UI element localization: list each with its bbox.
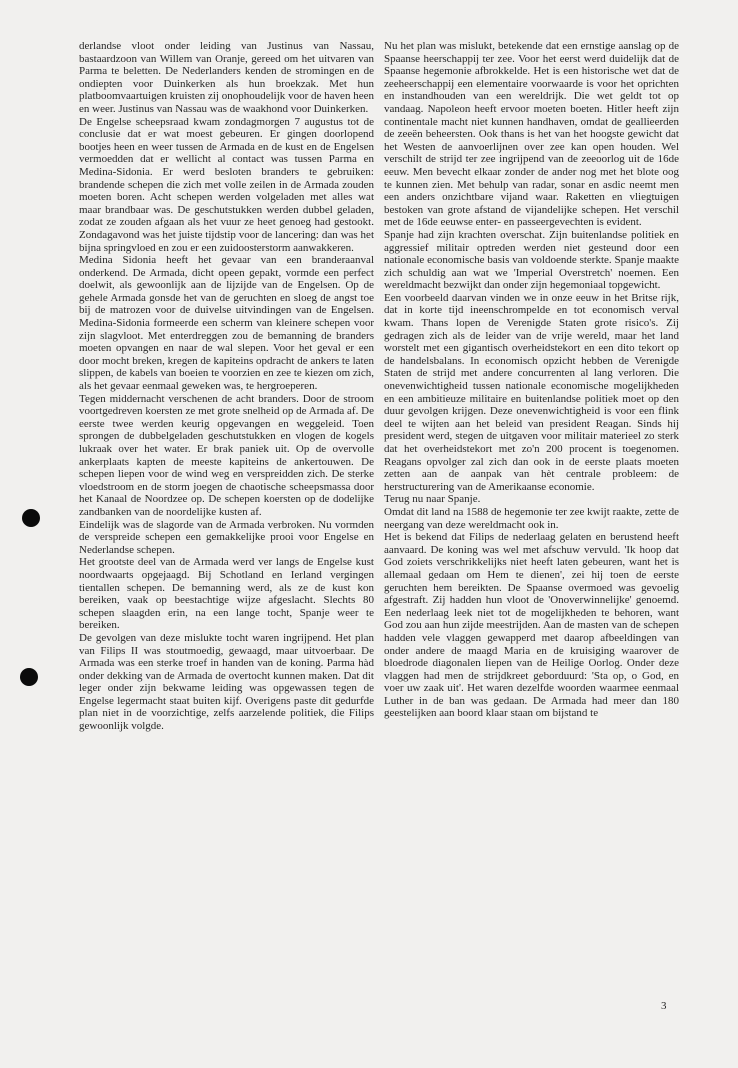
left-column — [79, 40, 374, 733]
right-column — [384, 40, 679, 720]
paragraph: De Engelse scheepsraad kwam zondagmorgen 7 augustus tot de conclusie dat er wat moest gebeuren. Er gingen doorlopend bootjes heen en weer tussen de Armada en de kust en de Engelsen vermoedden dat er wellicht al contact was tussen Parma en Medina-Sidonia. Er werd besloten branders te gebruiken: brandende schepen die zich met volle zeilen in de Armada zouden moeten boren. Acht schepen werden volgeladen met alles wat maar brandbaar was. De geschutstukken werden dubbel geladen, zodat ze zouden afgaan als het vuur ze heet genoeg had gestookt. Zondagavond was het juiste tijdstip voor de lancering: dan was het bijna springvloed en zou er een zuidoosterstorm aanwakkeren. — [79, 115, 374, 254]
paragraph: Spanje had zijn krachten overschat. Zijn buitenlandse politiek en aggressief militair optreden werden niet gesteund door een nationale economische basis van voldoende sterkte. Spanje maakte zich schuldig aan wat we 'Imperial Overstretch' noemen. Een wereldmacht bezwijkt dan onder zijn hegemoniaal topgewicht. — [384, 228, 679, 292]
paragraph: De gevolgen van deze mislukte tocht waren ingrijpend. Het plan van Filips II was stoutmoedig, gewaagd, maar uitvoerbaar. De Armada was een sterke troef in handen van de koning. Parma hàd onder dekking van de Armada de overtocht kunnen maken. Dat dit leger onder zijn bekwame leiding was opgewassen tegen de Engelse legermacht staat buiten kijf. Overigens paste dit gedurfde plan niet in de voorzichtige, zelfs aarzelende politiek, die Filips gewoonlijk volgde. — [79, 631, 374, 733]
paragraph: Omdat dit land na 1588 de hegemonie ter zee kwijt raakte, zette de neergang van deze wereldmacht ook in. — [384, 505, 679, 531]
paragraph: Het grootste deel van de Armada werd ver langs de Engelse kust noordwaarts opgejaagd. Bij Schotland en Ierland vergingen tientallen schepen. De bemanning werd, als ze de kust kon bereiken, vaak op beestachtige wijze afgeslacht. Slechts 80 schepen slaagden erin, na een lange tocht, Spanje weer te bereiken. — [79, 556, 374, 632]
paragraph: Nu het plan was mislukt, betekende dat een ernstige aanslag op de Spaanse heerschappij ter zee. Voor het eerst werd duidelijk dat de Spaanse hegemonie afbrokkelde. Het is een historische wet dat de zeeheerschappij een elementaire voorwaarde is voor het oprichten en instandhouden van een wereldrijk. Die wet geldt tot op vandaag. Napoleon heeft ervoor moeten boeten. Hitler heeft zijn continentale macht niet kunnen handhaven, omdat de geallieerden de zeeën beheersten. Ook thans is het van het hoogste gewicht dat het Westen de aanvoerlijnen over zee kan open houden. Wel verschilt de strijd ter zee ingrijpend van de zeeoorlog uit de 16de eeuw. Men bevecht elkaar zonder de ander nog met het blote oog te kunnen zien. Met behulp van radar, sonar en asdic neemt men een anders onzichtbare vijand waar. Raketten en vliegtuigen bestoken van grote afstand de vijandelijke schepen. Het verschil met de 16de eeuwse enter- en passeergevechten is evident. — [384, 40, 679, 229]
binder-hole — [20, 668, 38, 686]
binder-hole — [22, 509, 40, 527]
paragraph: Medina Sidonia heeft het gevaar van een branderaanval onderkend. De Armada, dicht opeen gepakt, vormde een perfect doelwit, als gewoonlijk aan de lijzijde van de Engelsen. Op de gehele Armada gonsde het van de geruchten en sloeg de angst toe bij de matrozen voor de duivelse uitvindingen van de Engelsen. Medina-Sidonia formeerde een scherm van kleinere schepen voor zijn slagvloot. Met enterdreggen zou de bemanning de branders moeten opvangen en naar de wal slepen. Voor het geval er een door mocht breken, kregen de kapiteins opdracht de ankers te laten slippen, de kabels van boeien te voorzien en zee te kiezen om zich, als het gevaar eenmaal geweken was, te hergroeperen. — [79, 254, 374, 393]
paragraph: Terug nu naar Spanje. — [384, 493, 481, 506]
page-number: 3 — [661, 1000, 667, 1012]
paragraph: Eindelijk was de slagorde van de Armada verbroken. Nu vormden de verspreide schepen een gemakkelijke prooi voor Engelse en Nederlandse schepen. — [79, 518, 374, 556]
paragraph: derlandse vloot onder leiding van Justinus van Nassau, bastaardzoon van Willem van Oranje, gereed om het uitvaren van Parma te beletten. De Nederlanders kenden de stromingen en de ondiepten voor Duinkerken als hun broekzak. Met hun platboomvaartuigen kruisten zij onophoudelijk voor de haven heen en weer. Justinus van Nassau was de waakhond voor Duinkerken. — [79, 40, 374, 115]
paragraph: Een voorbeeld daarvan vinden we in onze eeuw in het Britse rijk, dat in korte tijd ineenschrompelde en tot economisch verval kwam. Thans lopen de Verenigde Staten grote risico's. Zij gedragen zich als de leider van de vrije wereld, maar het land worstelt met een gigantisch overheidstekort en een dito tekort op de handelsbalans. In economisch opzicht hebben de Verenigde Staten de strijd met andere concurrenten al lang verloren. Die onevenwichtigheid tussen nationale economische mogelijkheden en een ambitieuze militaire en buitenlandse politiek moet op den duur gevolgen krijgen. Deze onevenwichtigheid is voor een flink deel te wijten aan het beleid van president Reagan. Sinds hij president werd, stegen de uitgaven voor militair materieel zo sterk dat het overheidstekort met zo'n 200 procent is toegenomen. Reagans opvolger zal zich dan ook in de eerste plaats moeten zetten aan de aanpak van hèt centrale probleem: de herstructurering van de Amerikaanse economie. — [384, 291, 679, 493]
paragraph: Tegen middernacht verschenen de acht branders. Door de stroom voortgedreven koersten ze met grote snelheid op de Armada af. De eerste twee werden keurig opgevangen en weggeleid. Toen sprongen de dubbelgeladen geschutstukken en vlogen de kogels lukraak over het water. Er brak paniek uit. Op de overvolle ankerplaats kapten de meeste kapiteins de ankertouwen. De schepen liepen voor de wind weg en verspreidden zich. De sterke vloedstroom en de storm joegen de chaotische scheepsmassa door het Kanaal de Noordzee op. De schepen koersten op de dodelijke zandbanken van de noordelijke kusten af. — [79, 392, 374, 518]
paragraph: Het is bekend dat Filips de nederlaag gelaten en berustend heeft aanvaard. De koning was wel met afschuw vervuld. 'Ik hoop dat God zoiets verschrikkelijks niet heeft laten gebeuren, want het is allemaal gedaan om Hem te dienen', zei hij toen de eerste geruchten hem bereikten. De Spaanse overmoed was gevoelig afgestraft. Zij hadden hun vloot de 'Onoverwinnelijke' genoemd. Een nederlaag leek niet tot de mogelijkheden te behoren, want God zou aan hun zijde meestrijden. Aan de masten van de schepen hadden vele vlaggen gewapperd met daarop afbeeldingen van onder andere de maagd Maria en de kruisiging waarover de bloedrode diagonalen liepen van de Heilige Oorlog. Onder deze vlaggen had men de strijdkreet geborduurd: 'Sta op, o God, en voer uw zaak uit'. Het waren dezelfde woorden waarmee eenmaal Luther in de ban was gedaan. De Armada had meer dan 180 geestelijken aan boord klaar staan om bijstand te — [384, 531, 679, 720]
